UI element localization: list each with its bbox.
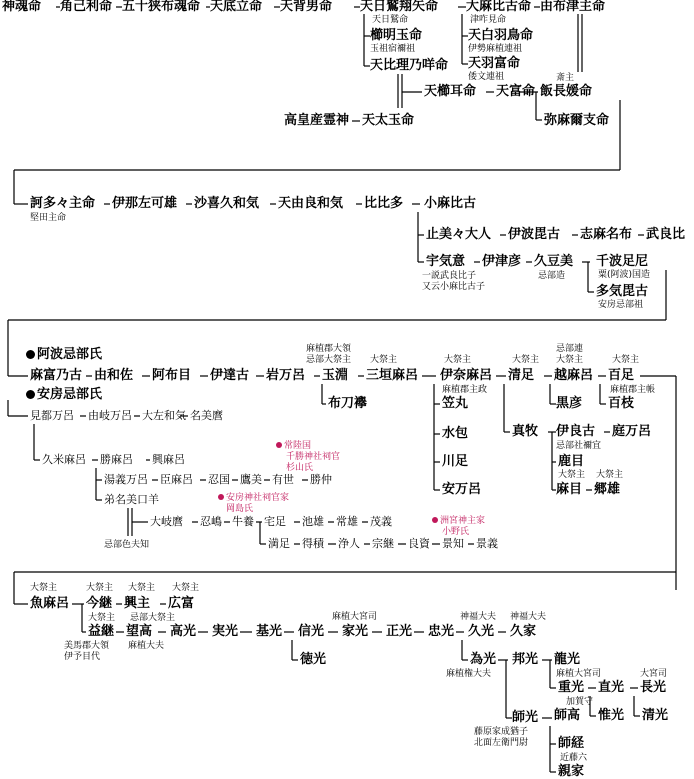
note: 安房忌部祖 bbox=[598, 300, 644, 310]
note: 斎主 bbox=[556, 73, 575, 83]
node-katsunaka: 勝仲 bbox=[310, 473, 332, 486]
branch-label: 洲宮神主家 bbox=[432, 516, 485, 526]
node-kageyoshi: 景義 bbox=[476, 537, 498, 550]
note: 伊勢麻植連祖 bbox=[468, 44, 523, 54]
branch-label: 安房神社祠官家 bbox=[218, 493, 289, 503]
note: 忌部連 bbox=[556, 344, 584, 354]
node-motomitsu: 基光 bbox=[256, 624, 283, 639]
node-katsumaro: 勝麻呂 bbox=[100, 453, 133, 466]
node-irako: 伊良古 bbox=[556, 424, 596, 439]
node-norimitsu: 徳光 bbox=[300, 652, 327, 667]
node-mizukane: 水包 bbox=[442, 426, 469, 441]
node-hirotomi: 広富 bbox=[168, 596, 195, 611]
note: 麻植大宮司 bbox=[556, 669, 602, 679]
node-okimaro2: 大岐麿 bbox=[150, 515, 183, 528]
note: 大祭主 bbox=[370, 355, 398, 365]
bullet-icon bbox=[276, 442, 282, 448]
note: 粟(阿波)国造 bbox=[598, 270, 651, 280]
note: 麻植郡主政 bbox=[442, 385, 488, 395]
node-koshimaro: 越麻呂 bbox=[554, 368, 594, 383]
node-kumemaro: 久米麻呂 bbox=[42, 453, 86, 466]
node-yamanishi: 弥麻爾支命 bbox=[544, 113, 610, 128]
node-yufutsunushi: 由布津主命 bbox=[540, 0, 606, 14]
node-tamabuchi: 玉淵 bbox=[322, 368, 349, 383]
node-chihasukune: 千波足尼 bbox=[596, 254, 649, 269]
node-uomaro: 魚麻呂 bbox=[30, 596, 70, 611]
node-oshima: 忍嶋 bbox=[200, 515, 222, 528]
node-amanotomi: 天富命 bbox=[496, 84, 536, 99]
node-munetsugu: 宗継 bbox=[372, 537, 394, 550]
note: 大祭主 bbox=[556, 355, 584, 365]
node-kiyotari: 清足 bbox=[508, 368, 535, 383]
node-hisaie: 久家 bbox=[510, 624, 537, 639]
node-osawake: 大左和気 bbox=[142, 409, 186, 422]
bullet-icon bbox=[432, 517, 438, 523]
node-kushiakaritama: 櫛明玉命 bbox=[370, 28, 423, 43]
node-otonamikuchihitsuji: 弟名美口羊 bbox=[104, 493, 159, 506]
note: 大祭主 bbox=[30, 583, 58, 593]
note: 大祭主 bbox=[612, 355, 640, 365]
node-takami: 鷹美 bbox=[240, 473, 262, 486]
node-omimaro: 臣麻呂 bbox=[160, 473, 193, 486]
note: 大祭主 bbox=[558, 470, 586, 480]
node-momotari: 百足 bbox=[608, 368, 635, 383]
node-mitari: 満足 bbox=[268, 537, 290, 550]
node-takamitsu: 高光 bbox=[170, 624, 197, 639]
node-naomitsu: 直光 bbox=[598, 680, 625, 695]
node-afume: 阿布目 bbox=[152, 368, 192, 383]
node-yugimaro: 湯義万呂 bbox=[104, 473, 148, 486]
node-masutsugu: 益継 bbox=[88, 624, 115, 639]
node-tamemitsu: 為光 bbox=[470, 652, 497, 667]
node-yoshisuke: 良資 bbox=[408, 537, 430, 550]
note: 伊予目代 bbox=[64, 652, 101, 662]
node-iemitsu: 家光 bbox=[342, 624, 369, 639]
note: 玉祖宿禰祖 bbox=[370, 44, 416, 54]
node-ukio: 宇気意 bbox=[426, 254, 466, 269]
node-yasumaro: 安万呂 bbox=[442, 482, 482, 497]
node-kawatari: 川足 bbox=[442, 454, 469, 469]
node-shigeyoshi: 茂義 bbox=[370, 515, 392, 528]
node-iinagahime: 飯長媛命 bbox=[540, 84, 593, 99]
node-takerahi: 武良比 bbox=[646, 227, 686, 242]
node-namimaro: 名美麿 bbox=[190, 409, 223, 422]
note: 大宮司 bbox=[640, 669, 668, 679]
note: 忌部大祭主 bbox=[130, 613, 176, 623]
note: 又云小麻比古子 bbox=[422, 282, 486, 292]
node-migakimaro: 三垣麻呂 bbox=[366, 368, 419, 383]
node-inamaro: 伊奈麻呂 bbox=[440, 368, 493, 383]
node-ushikai: 牛養 bbox=[232, 515, 254, 528]
node-masamitsu: 正光 bbox=[386, 624, 413, 639]
node-imatsugu: 今継 bbox=[86, 596, 113, 611]
node-tsuneo: 常雄 bbox=[336, 515, 358, 528]
bullet-icon bbox=[26, 390, 35, 399]
node-morotsune: 師経 bbox=[558, 736, 585, 751]
node-okimaro: 興麻呂 bbox=[152, 453, 185, 466]
node-koremitsu: 惟光 bbox=[598, 708, 625, 723]
node-kiyomitsu: 清光 bbox=[642, 708, 669, 723]
note: 倭文連祖 bbox=[468, 72, 505, 82]
node-isofu: 五十狭布魂命 bbox=[122, 0, 201, 14]
node-hisamitsu: 久光 bbox=[468, 624, 495, 639]
note: 津咋見命 bbox=[470, 15, 507, 25]
node-asame: 麻目 bbox=[556, 482, 583, 497]
node-morotaka: 師高 bbox=[554, 708, 581, 723]
node-mamaki: 真牧 bbox=[512, 424, 539, 439]
clan-awa-inbe: 阿波忌部氏 bbox=[26, 348, 102, 362]
branch-label: 小野氏 bbox=[442, 527, 470, 537]
node-etsumi: 得積 bbox=[302, 537, 324, 550]
node-tomimiushi: 止美々大人 bbox=[426, 227, 492, 242]
node-tsunokorimusu: 角己利命 bbox=[60, 0, 113, 14]
node-mochitaka: 望高 bbox=[126, 624, 153, 639]
branch-label: 岡島氏 bbox=[226, 504, 254, 514]
note: 大祭主 bbox=[596, 470, 624, 480]
node-takehiko: 多気毘古 bbox=[596, 284, 649, 299]
note: 忌部造 bbox=[538, 271, 566, 281]
note: 麻植大夫 bbox=[128, 641, 165, 651]
node-yuwasa: 由和佐 bbox=[94, 368, 134, 383]
node-kunimitsu: 邦光 bbox=[512, 652, 539, 667]
node-iwahiko: 伊波毘古 bbox=[508, 227, 561, 242]
note: 忌部色夫知 bbox=[104, 540, 150, 550]
node-koasahiko: 小麻比古 bbox=[424, 196, 477, 211]
node-nagamitsu: 長光 bbox=[640, 680, 667, 695]
node-sakikuwake: 沙喜久和気 bbox=[194, 196, 260, 211]
node-amanofutodama: 天太玉命 bbox=[362, 113, 415, 128]
note: 大祭主 bbox=[512, 355, 540, 365]
node-mitsumaro: 見都万呂 bbox=[30, 409, 74, 422]
node-amanohatomi: 天羽富命 bbox=[468, 56, 521, 71]
branch-label: 杉山氏 bbox=[286, 463, 314, 473]
node-tadamitsu: 忠光 bbox=[428, 624, 455, 639]
node-yakatari: 宅足 bbox=[264, 515, 286, 528]
note: 天日鷲命 bbox=[372, 15, 409, 25]
node-kagetomo: 景知 bbox=[442, 537, 464, 550]
note: 藤原家成猶子 bbox=[474, 727, 529, 737]
note: 大祭主 bbox=[444, 355, 472, 365]
node-takamimusuhi: 高皇産霊神 bbox=[284, 113, 350, 128]
note: 大祭主 bbox=[172, 583, 200, 593]
node-amanosokodachi: 天底立命 bbox=[210, 0, 263, 14]
node-momoe: 百枝 bbox=[608, 396, 635, 411]
node-katatanushi: 訶多々主命 bbox=[30, 196, 96, 211]
node-nobumitsu: 信光 bbox=[298, 624, 325, 639]
node-sanemitsu: 実光 bbox=[212, 624, 239, 639]
node-kaname: 鹿目 bbox=[558, 454, 585, 469]
node-tatsumitsu: 龍光 bbox=[554, 652, 581, 667]
node-shigemitsu: 重光 bbox=[558, 680, 585, 695]
note: 麻植大宮司 bbox=[332, 612, 378, 622]
note: 大祭主 bbox=[86, 583, 114, 593]
node-amanosena: 天背男命 bbox=[280, 0, 333, 14]
node-ariyo: 有世 bbox=[272, 473, 294, 486]
note: 忌部社禰宜 bbox=[556, 441, 602, 451]
note: 大祭主 bbox=[128, 583, 156, 593]
node-chikaie: 親家 bbox=[558, 764, 585, 779]
node-oasahiko: 大麻比古命 bbox=[466, 0, 532, 14]
bullet-icon bbox=[26, 350, 35, 359]
node-kasamaru: 笠丸 bbox=[442, 396, 469, 411]
note: 忌部大祭主 bbox=[306, 355, 352, 365]
node-kuzumi: 久豆美 bbox=[534, 254, 574, 269]
branch-label: 常陸国 bbox=[276, 441, 311, 451]
bullet-icon bbox=[218, 494, 224, 500]
note: 麻植郡大領 bbox=[306, 344, 352, 354]
node-matomino: 麻富乃古 bbox=[30, 368, 83, 383]
node-itsuhiko: 伊津彦 bbox=[482, 254, 522, 269]
branch-label: 千勝神社祠官 bbox=[286, 452, 341, 462]
note: 麻植郡主帳 bbox=[610, 385, 656, 395]
note: 美馬郡大領 bbox=[64, 641, 110, 651]
note: 神福大夫 bbox=[460, 612, 497, 622]
node-yukimaro: 由岐万呂 bbox=[88, 409, 132, 422]
note: 大祭主 bbox=[88, 613, 116, 623]
node-iwamaro: 岩万呂 bbox=[266, 368, 306, 383]
note: 近藤六 bbox=[560, 753, 588, 763]
clan-awa-inbe-boso: 安房忌部氏 bbox=[26, 388, 102, 402]
node-hihita: 比比多 bbox=[364, 196, 404, 211]
node-kamimusubi: 神魂命 bbox=[2, 0, 42, 14]
node-ikeo: 池雄 bbox=[302, 515, 324, 528]
node-idako: 伊達古 bbox=[210, 368, 250, 383]
note: 堅田主命 bbox=[30, 213, 67, 223]
node-kiyohito: 浄人 bbox=[338, 537, 360, 550]
note: 北面左衛門尉 bbox=[474, 738, 529, 748]
node-oshikuni: 忍国 bbox=[208, 473, 230, 486]
node-okinushi: 興主 bbox=[124, 596, 151, 611]
node-amanohirinome: 天比理乃咩命 bbox=[370, 58, 449, 73]
node-niwamaro: 庭万呂 bbox=[612, 424, 652, 439]
node-shimanafu: 志麻名布 bbox=[580, 227, 633, 242]
note: 神福大夫 bbox=[510, 612, 547, 622]
node-inasakao: 伊那左可雄 bbox=[112, 196, 178, 211]
node-amanokushimimi: 天櫛耳命 bbox=[424, 84, 477, 99]
note: 一説武良比子 bbox=[422, 271, 477, 281]
node-amanoshirahatori: 天白羽鳥命 bbox=[468, 28, 534, 43]
node-amanohiwashi: 天日鷲翔矢命 bbox=[360, 0, 439, 14]
node-satoo: 郷雄 bbox=[594, 482, 621, 497]
node-futodasuki: 布刀襷 bbox=[328, 396, 368, 411]
node-amanoyurawake: 天由良和気 bbox=[278, 196, 344, 211]
node-kurohiko: 黒彦 bbox=[556, 396, 583, 411]
node-moromitsu: 師光 bbox=[512, 710, 539, 725]
note: 麻植権大夫 bbox=[446, 669, 492, 679]
note: 加賀守 bbox=[566, 697, 594, 707]
